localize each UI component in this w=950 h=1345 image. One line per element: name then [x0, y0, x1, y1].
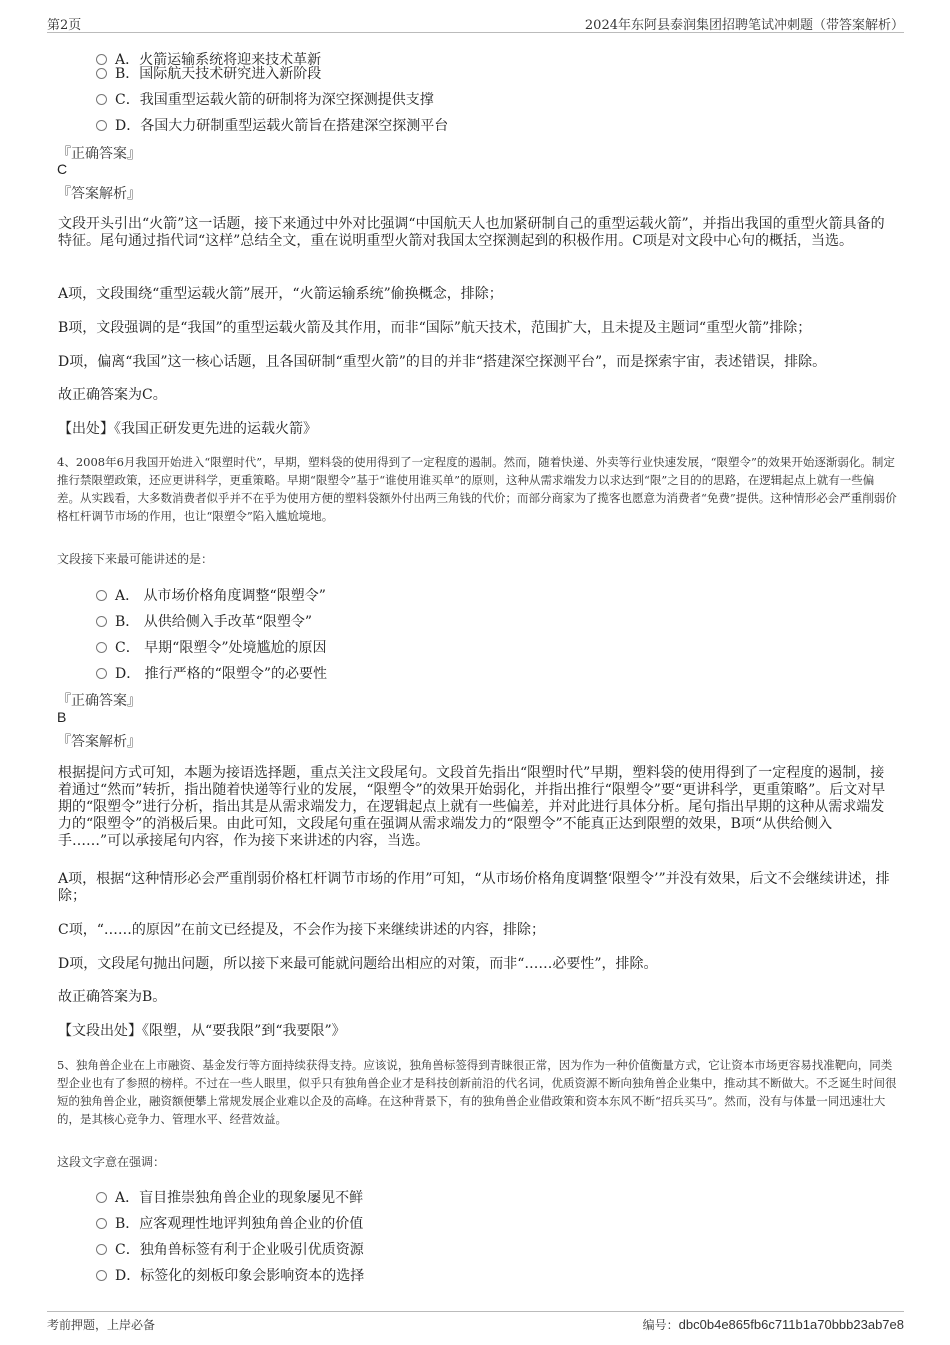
- q5-option-c[interactable]: C．独角兽标签有利于企业吸引优质资源: [96, 1239, 364, 1259]
- radio-icon[interactable]: [96, 1270, 107, 1281]
- radio-icon[interactable]: [96, 94, 107, 105]
- page-header: [47, 12, 904, 33]
- page-footer: [47, 1311, 904, 1336]
- radio-icon[interactable]: [96, 668, 107, 679]
- q3-analysis-b: B项，文段强调的是“我国”的重型运载火箭及其作用，而非“国际”航天技术，范围扩大，且未提及主题词“重型火箭”排除；: [58, 320, 812, 336]
- q4-option-d[interactable]: D． 推行严格的“限塑令”的必要性: [96, 663, 327, 683]
- page-number: 第2页: [47, 18, 82, 33]
- q5-option-d[interactable]: D．标签化的刻板印象会影响资本的选择: [96, 1265, 364, 1285]
- radio-icon[interactable]: [96, 1218, 107, 1229]
- q3-option-c[interactable]: C．我国重型运载火箭的研制将为深空探测提供支撑: [96, 89, 434, 109]
- q4-stem: 4、2008年6月我国开始进入“限塑时代”，早期，塑料袋的使用得到了一定程度的遏制。然而，随着快递、外卖等行业快速发展，“限塑令”的效果开始逐渐弱化。制定推行禁限塑政策，还应更讲科学，更重策略。早期“限塑令”基于“谁使用谁买单”的原则，这种从需求端发力以求达到“限”之目的的思路，在逻辑起点上就有一些偏差。从实践看，大多数消费者似乎并不在乎为使用方便的塑料袋额外付出两三角钱的代价；而部分商家为了揽客也愿意为消费者“免费”提供。这种情形必会严重削弱价格杠杆调节市场的作用，也让“限塑令”陷入尴尬境地。: [57, 455, 897, 523]
- q4-option-b[interactable]: B． 从供给侧入手改革“限塑令”: [96, 611, 312, 631]
- q3-conclusion: 故正确答案为C。: [58, 387, 167, 403]
- q5-stem: 5、独角兽企业在上市融资、基金发行等方面持续获得支持。应该说，独角兽标签得到青睐很正常，因为作为一种价值衡量方式，它让资本市场更容易找准靶向，同类型企业也有了参照的榜样。不过在一些人眼里，似乎只有独角兽企业才是科技创新前沿的代名词，优质资源不断向独角兽企业集中，推动其不断做大。不乏诞生时间很短的独角兽企业，融资额便攀上常规发展企业难以企及的高峰。在这种背景下，有的独角兽企业借政策和资本东风不断“招兵买马”。然而，没有与体量一同迅速壮大的，是其核心竞争力、管理水平、经营效益。: [57, 1058, 897, 1126]
- q4-answer: B: [57, 709, 67, 725]
- q4-analysis-a: A项，根据“这种情形必会严重削弱价格杠杆调节市场的作用”可知，“从市场价格角度调整‘限塑令’”并没有效果，后文不会继续讲述，排除；: [58, 871, 890, 904]
- code-value: dbc0b4e865fb6c711b1a70bbb23ab7e8: [678, 1317, 904, 1332]
- q4-answer-label: 『正确答案』: [57, 693, 141, 709]
- q4-conclusion: 故正确答案为B。: [58, 989, 167, 1005]
- q4-analysis-d: D项，文段尾句抛出问题，所以接下来最可能就问题给出相应的对策，而非“……必要性”，排除。: [58, 956, 658, 972]
- q4-analysis-label: 『答案解析』: [57, 734, 141, 750]
- code-label: 编号：: [642, 1318, 679, 1332]
- q4-source: 【文段出处】《限塑，从“要我限”到“我要限”》: [58, 1023, 346, 1039]
- footer-code: [643, 1316, 904, 1333]
- radio-icon[interactable]: [96, 642, 107, 653]
- q4-analysis-main: 根据提问方式可知，本题为接语选择题，重点关注文段尾句。文段首先指出“限塑时代”早期，塑料袋的使用得到了一定程度的遏制，接着通过“然而”转折，指出随着快递等行业的发展，“限塑令”的效果开始弱化，并指出推行“限塑令”要“更讲科学，更重策略”。后文对早期的“限塑令”进行分析，指出其是从需求端发力，在逻辑起点上就有一些偏差，并对此进行具体分析。尾句指出早期的这种从需求端发力的“限塑令”的消极后果。由此可知，文段尾句重在强调从需求端发力的“限塑令”不能真正达到限塑的效果，B项“从供给侧入手……”可以承接尾句内容，作为接下来讲述的内容，当选。: [58, 765, 886, 849]
- q5-question: 这段文字意在强调：: [57, 1155, 166, 1169]
- q5-option-b[interactable]: B．应客观理性地评判独角兽企业的价值: [96, 1213, 363, 1233]
- radio-icon[interactable]: [96, 590, 107, 601]
- radio-icon[interactable]: [96, 616, 107, 627]
- q4-analysis-c: C项，“……的原因”在前文已经提及，不会作为接下来继续讲述的内容，排除；: [58, 922, 546, 938]
- radio-icon[interactable]: [96, 120, 107, 131]
- q3-option-a[interactable]: A．火箭运输系统将迎来技术革新: [96, 49, 321, 69]
- q3-option-d[interactable]: D．各国大力研制重型运载火箭旨在搭建深空探测平台: [96, 115, 448, 135]
- q3-analysis-d: D项，偏离“我国”这一核心话题，且各国研制“重型火箭”的目的并非“搭建深空探测平台”，而是探索宇宙，表述错误，排除。: [58, 354, 827, 370]
- q5-option-a[interactable]: A．盲目推崇独角兽企业的现象屡见不鲜: [96, 1187, 363, 1207]
- q4-option-c[interactable]: C． 早期“限塑令”处境尴尬的原因: [96, 637, 326, 657]
- document-title: 2024年东阿县泰润集团招聘笔试冲刺题（带答案解析）: [584, 18, 904, 33]
- q3-analysis-label: 『答案解析』: [57, 186, 141, 202]
- radio-icon[interactable]: [96, 68, 107, 79]
- q4-question: 文段接下来最可能讲述的是：: [57, 552, 214, 566]
- q3-source: 【出处】《我国正研发更先进的运载火箭》: [58, 421, 317, 437]
- q3-analysis-main: 文段开头引出“火箭”这一话题，接下来通过中外对比强调“中国航天人也加紧研制自己的重型运载火箭”，并指出我国的重型火箭具备的特征。尾句通过指代词“这样”总结全文，重在说明重型火箭对我国太空探测起到的积极作用。C项是对文段中心句的概括，当选。: [58, 216, 885, 249]
- footer-slogan: 考前押题，上岸必备: [47, 1318, 156, 1332]
- q3-option-b[interactable]: B．国际航天技术研究进入新阶段: [96, 63, 321, 83]
- radio-icon[interactable]: [96, 1244, 107, 1255]
- q4-option-a[interactable]: A． 从市场价格角度调整“限塑令”: [96, 585, 326, 605]
- radio-icon[interactable]: [96, 1192, 107, 1203]
- q3-answer-label: 『正确答案』: [57, 146, 141, 162]
- q3-analysis-a: A项，文段围绕“重型运载火箭”展开，“火箭运输系统”偷换概念，排除；: [58, 286, 503, 302]
- q3-answer: C: [57, 161, 68, 177]
